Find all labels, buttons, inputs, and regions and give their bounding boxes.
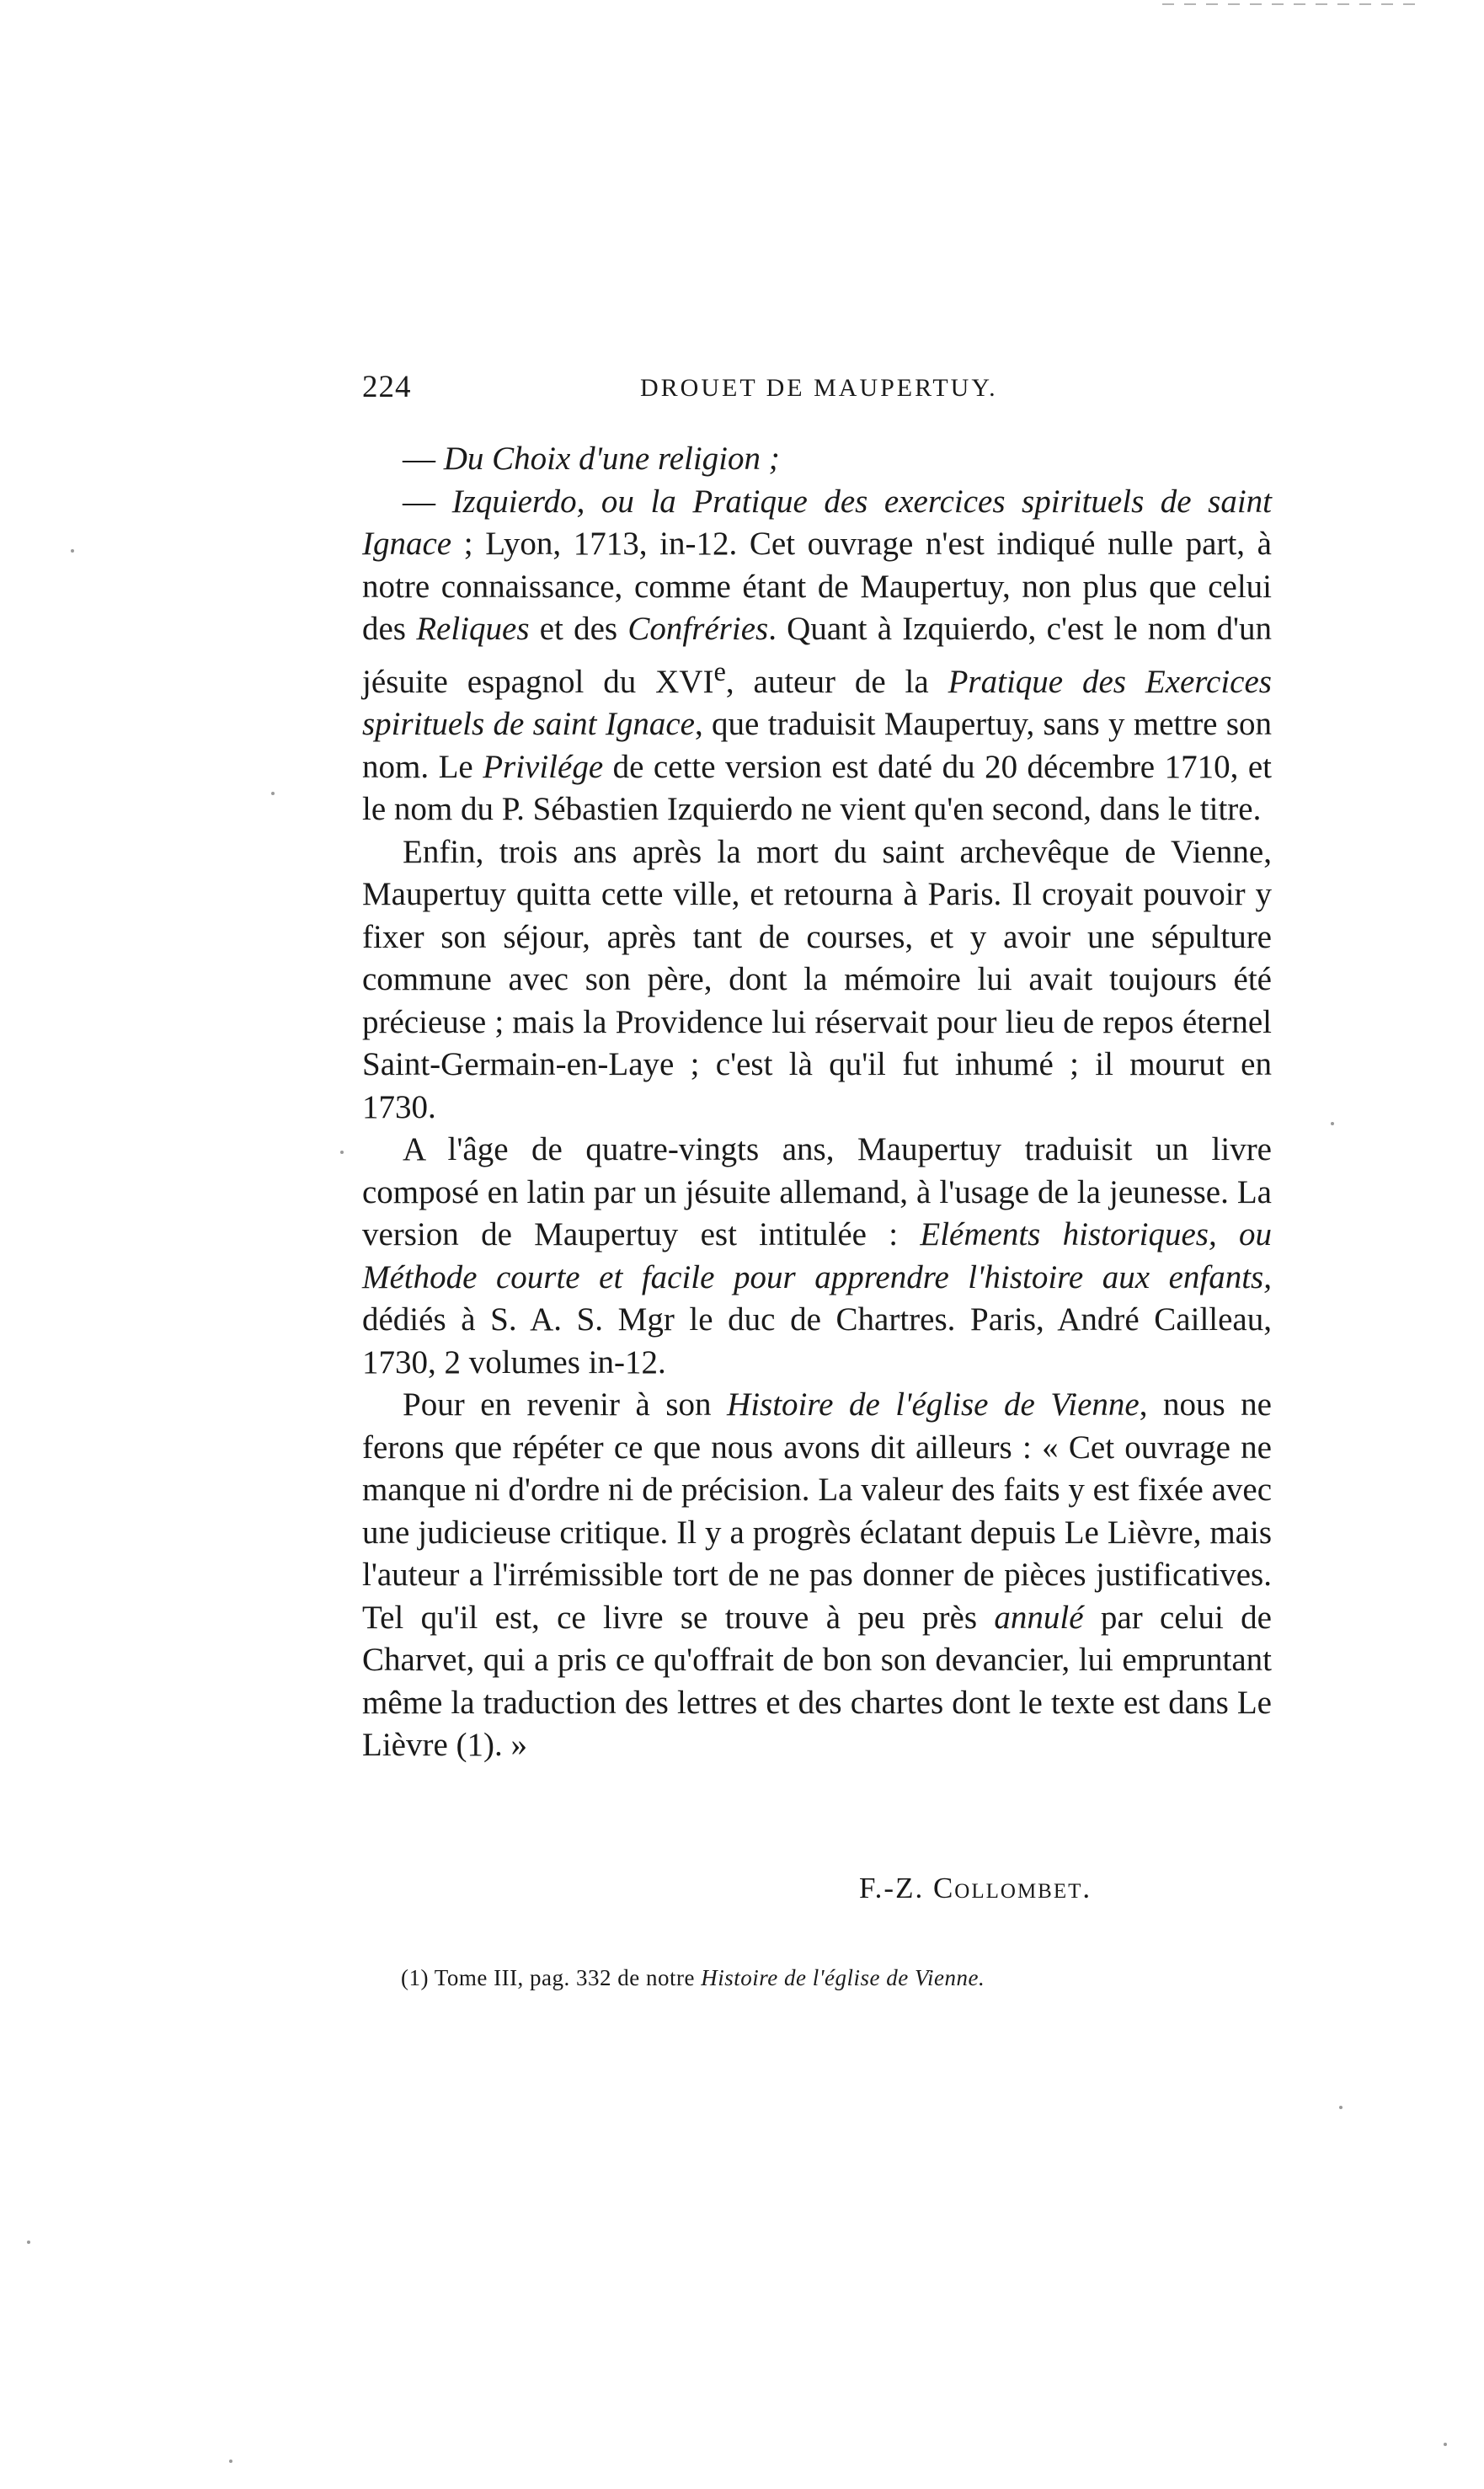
text-run: ; Lyon, 1713, in-12. Cet ouvrage n'est indiqué nulle part, à notre connaissance, comme étant de Maupertuy, non plus que celui des [362, 526, 1272, 647]
work-title: Histoire de l'église de Vienne [727, 1386, 1140, 1423]
paper-speck [271, 792, 275, 795]
text-run: et des [529, 611, 628, 647]
work-title: Privilége [483, 748, 604, 785]
text-run: , auteur de la [725, 663, 948, 700]
paper-speck [71, 549, 74, 553]
footnote-text: (1) Tome III, pag. 332 de notre [401, 1965, 702, 1990]
page-number: 224 [362, 370, 412, 404]
superscript: e [713, 656, 726, 687]
running-head: DROUET DE MAUPERTUY. [640, 374, 998, 402]
dash: — [403, 483, 452, 520]
author-signature [859, 1872, 1092, 1905]
text-run: , nous ne ferons que répéter ce que nous avons dit ailleurs : « Cet ouvrage ne manque ni d'ordre ni de précision. La valeur des faits y est fixée avec une judicieuse critique. Il y a progrès éclatant depuis Le Lièvre, mais l'auteur a l'irrémissible tort de ne pas donner de pièces justificatives. Tel qu'il est, ce livre se trouve à peu près [362, 1386, 1272, 1636]
work-title: Confréries [627, 611, 769, 647]
paper-speck [1339, 2106, 1343, 2109]
text-run: de cette version est daté du 20 décembre 1710, et le nom du P. Sébastien Izquierdo ne vient qu'en second, dans le titre. [362, 748, 1272, 827]
paper-speck [1444, 2443, 1447, 2446]
top-edge-mark [1162, 3, 1415, 5]
paper-speck [229, 2460, 232, 2463]
paragraph-4 [362, 1129, 1272, 1384]
text-run: . Quant à Izquierdo, c'est le nom d'un jésuite espagnol du XVI [362, 611, 1272, 700]
paragraph-3: Enfin, trois ans après la mort du saint archevêque de Vienne, Maupertuy quitta cette ville, et retourna à Paris. Il croyait pouvoir y fixer son séjour, après tant de courses, et y avoir une sépulture commune avec son père, dont la mémoire lui avait toujours été précieuse ; mais la Providence lui réservait pour lieu de repos éternel Saint-Germain-en-Laye ; c'est là qu'il fut inhumé ; il mourut en 1730. [362, 833, 1272, 1125]
work-title: Pratique des Exercices spirituels de saint Ignace [362, 663, 1272, 742]
work-title: Eléments historiques, ou Méthode courte et facile pour apprendre l'histoire aux enfants, [362, 1216, 1272, 1295]
paragraph-1 [362, 438, 1272, 481]
text-run: , que traduisit Maupertuy, sans y mettre son nom. Le [362, 706, 1273, 785]
footnote [401, 1965, 985, 1991]
text-run: dédiés à S. A. S. Mgr le duc de Chartres. Paris, André Cailleau, 1730, 2 volumes in-12. [362, 1301, 1272, 1381]
text-run: par celui de Charvet, qui a pris ce qu'offrait de bon son devancier, lui empruntant même la traduction des lettres et des chartes dont le texte est dans Le Lièvre (1). » [362, 1599, 1272, 1763]
paragraph-2 [362, 481, 1272, 831]
text-run: A l'âge de quatre-vingts ans, Maupertuy traduisit un livre composé en latin par un jésuite allemand, à l'usage de la jeunesse. La version de Maupertuy est intitulée : [362, 1131, 1272, 1253]
work-title: Izquierdo, ou la Pratique des exercices spirituels de saint Ignace [362, 483, 1273, 562]
dash: — [403, 441, 444, 477]
paper-speck [27, 2241, 30, 2244]
footnote-title: Histoire de l'église de Vienne. [701, 1965, 985, 1990]
body-text [362, 438, 1272, 1767]
paragraph-5 [362, 1384, 1272, 1767]
emphasis: annulé [994, 1599, 1084, 1636]
work-title: Reliques [416, 611, 530, 647]
author-surname: Collombet. [932, 1872, 1092, 1904]
paper-speck [1331, 1122, 1334, 1125]
paper-speck [340, 1151, 344, 1154]
text-run: Pour en revenir à son [403, 1386, 728, 1423]
work-title: Du Choix d'une religion ; [443, 441, 780, 477]
page-header [362, 369, 1272, 419]
author-initials: F.-Z. [859, 1872, 933, 1904]
